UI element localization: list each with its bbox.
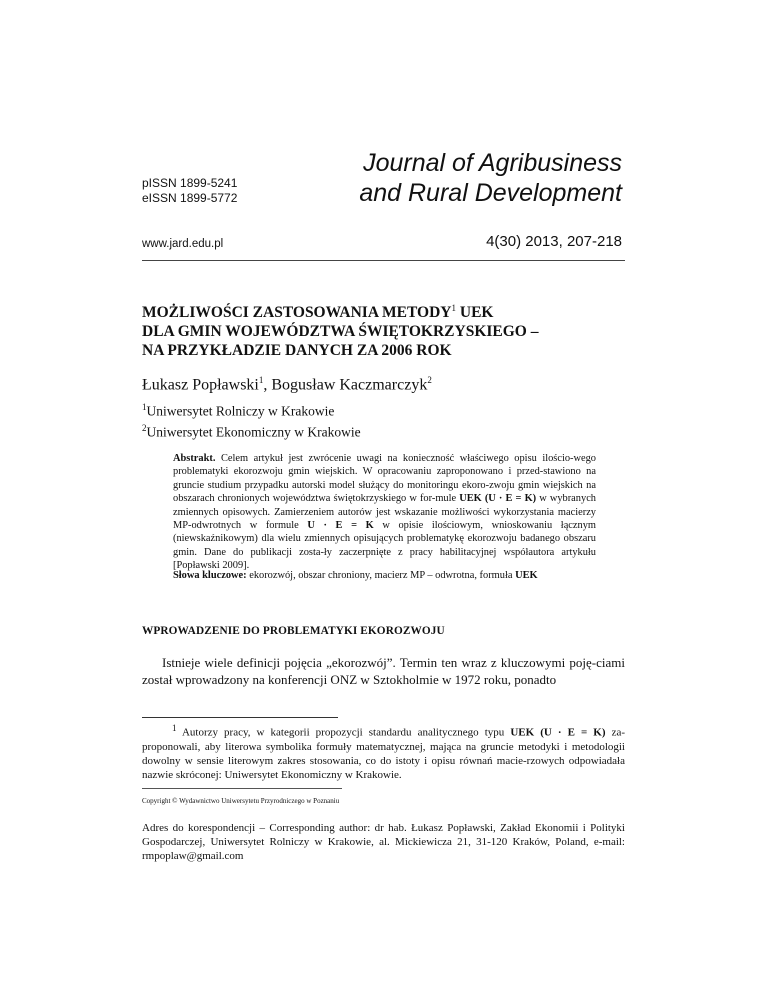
eissn: eISSN 1899-5772 xyxy=(142,191,238,205)
correspondence-address: Adres do korespondencji – Corresponding author: dr hab. Łukasz Popławski, Zakład Ekonomii i Polityki Gospodarczej, Uniwersytet Rolniczy w Krakowie, al. Mickiewicza 21, 31-120 Kraków, Poland, e-mail: rmpoplaw@gmail.com xyxy=(142,822,625,863)
article-title xyxy=(142,299,625,360)
title-footnote-marker: 1 xyxy=(451,303,457,313)
author-1: Łukasz Popławski xyxy=(142,376,259,394)
issue-info: 4(30) 2013, 207-218 xyxy=(486,233,622,250)
keywords xyxy=(173,570,596,581)
affiliation-2 xyxy=(142,420,361,441)
keywords-label: Słowa kluczowe: xyxy=(173,570,247,581)
journal-title-line1: Journal of Agribusiness xyxy=(363,149,622,177)
journal-website: www.jard.edu.pl xyxy=(142,238,224,250)
footnote xyxy=(142,721,625,782)
authors xyxy=(142,375,432,394)
body-paragraph: Istnieje wiele definicji pojęcia „ekorozwój”. Termin ten wraz z kluczowymi poję-ciami został wprowadzony na konferencji ONZ w Sztokholmie w 1972 roku, ponadto xyxy=(142,655,625,687)
journal-title-line2: and Rural Development xyxy=(359,179,622,207)
author-separator: , xyxy=(263,376,272,394)
header-rule xyxy=(142,260,625,261)
issn-block xyxy=(142,176,237,206)
footnote-formula: UEK (U · E = K) xyxy=(510,726,606,739)
abstract-formula: U · E = K xyxy=(307,520,374,532)
journal-title xyxy=(300,148,622,208)
author-1-marker: 1 xyxy=(258,375,264,385)
keywords-last: UEK xyxy=(515,570,538,581)
title-line3: NA PRZYKŁADZIE DANYCH ZA 2006 ROK xyxy=(142,342,452,360)
copyright-rule xyxy=(142,788,342,789)
abstract-text-b: w wybranych zmiennych opisowych. Zamierzeniem autorów jest wskazanie możliwości wykorzystania macierzy MP-odwrotnych w formule xyxy=(173,493,596,532)
title-line2: DLA GMIN WOJEWÓDZTWA ŚWIĘTOKRZYSKIEGO – xyxy=(142,323,539,341)
abstract-text-c: w opisie ilościowym, wnioskowaniu łącznym (niewskaźnikowym) dla wielu zmiennych opisujących problematykę ekorozwoju badanego obszaru gmin. Dane do publikacji zosta-ły zaczerpnięte z pracy habilitacyjnej współautora artykułu [Popławski 2009]. xyxy=(173,520,596,572)
footnote-text-a: Autorzy pracy, w kategorii propozycji standardu analitycznego typu xyxy=(176,726,511,739)
section-heading: WPROWADZENIE DO PROBLEMATYKI EKOROZWOJU xyxy=(142,625,445,637)
affiliation-1-marker: 1 xyxy=(142,402,147,412)
affiliation-1-text: Uniwersytet Rolniczy w Krakowie xyxy=(146,403,335,419)
title-line1-text: MOŻLIWOŚCI ZASTOSOWANIA METODY xyxy=(142,304,452,322)
abstract-label: Abstrakt. xyxy=(173,453,216,464)
title-line1 xyxy=(142,299,625,322)
pissn: pISSN 1899-5241 xyxy=(142,176,238,190)
abstract xyxy=(173,452,596,573)
author-2-marker: 2 xyxy=(427,375,432,385)
affiliation-2-marker: 2 xyxy=(142,422,147,433)
copyright: Copyright © Wydawnictwo Uniwersytetu Przyrodniczego w Poznaniu xyxy=(142,797,340,805)
footnote-marker: 1 xyxy=(172,723,177,733)
footnote-rule xyxy=(142,717,338,718)
title-line1-end: UEK xyxy=(456,304,494,322)
abstract-uek: UEK (U · E = K) xyxy=(459,493,537,505)
affiliation-1 xyxy=(142,399,361,420)
keywords-text: ekorozwój, obszar chroniony, macierz MP – odwrotna, formuła xyxy=(246,570,516,581)
author-2: Bogusław Kaczmarczyk xyxy=(271,376,428,394)
abstract-text-a: Celem artykuł jest zwrócenie uwagi na konieczność właściwego opisu ilościo-wego problematyki ekorozwoju gmin wiejskich. W opracowaniu zaproponowano i przed-stawiono na gruncie studium przypadku autorski model służący do monitoringu ekoro-zwoju gmin wiejskich na obszarach chronionych województwa świętokrzyskiego w for-mule xyxy=(173,453,596,505)
footnote-text-b: za-proponowali, aby literowa symbolika formuły matematycznej, mająca na gruncie metodyki i metodologii dowolny w sensie literowym zakres stosowania, co do istoty i opisu równań macie-rzowych odpowiadała nazwie skróconej: Uniwersytet Ekonomiczny w Krakowie. xyxy=(142,726,625,782)
affiliations xyxy=(142,399,361,440)
affiliation-2-text: Uniwersytet Ekonomiczny w Krakowie xyxy=(146,424,361,439)
